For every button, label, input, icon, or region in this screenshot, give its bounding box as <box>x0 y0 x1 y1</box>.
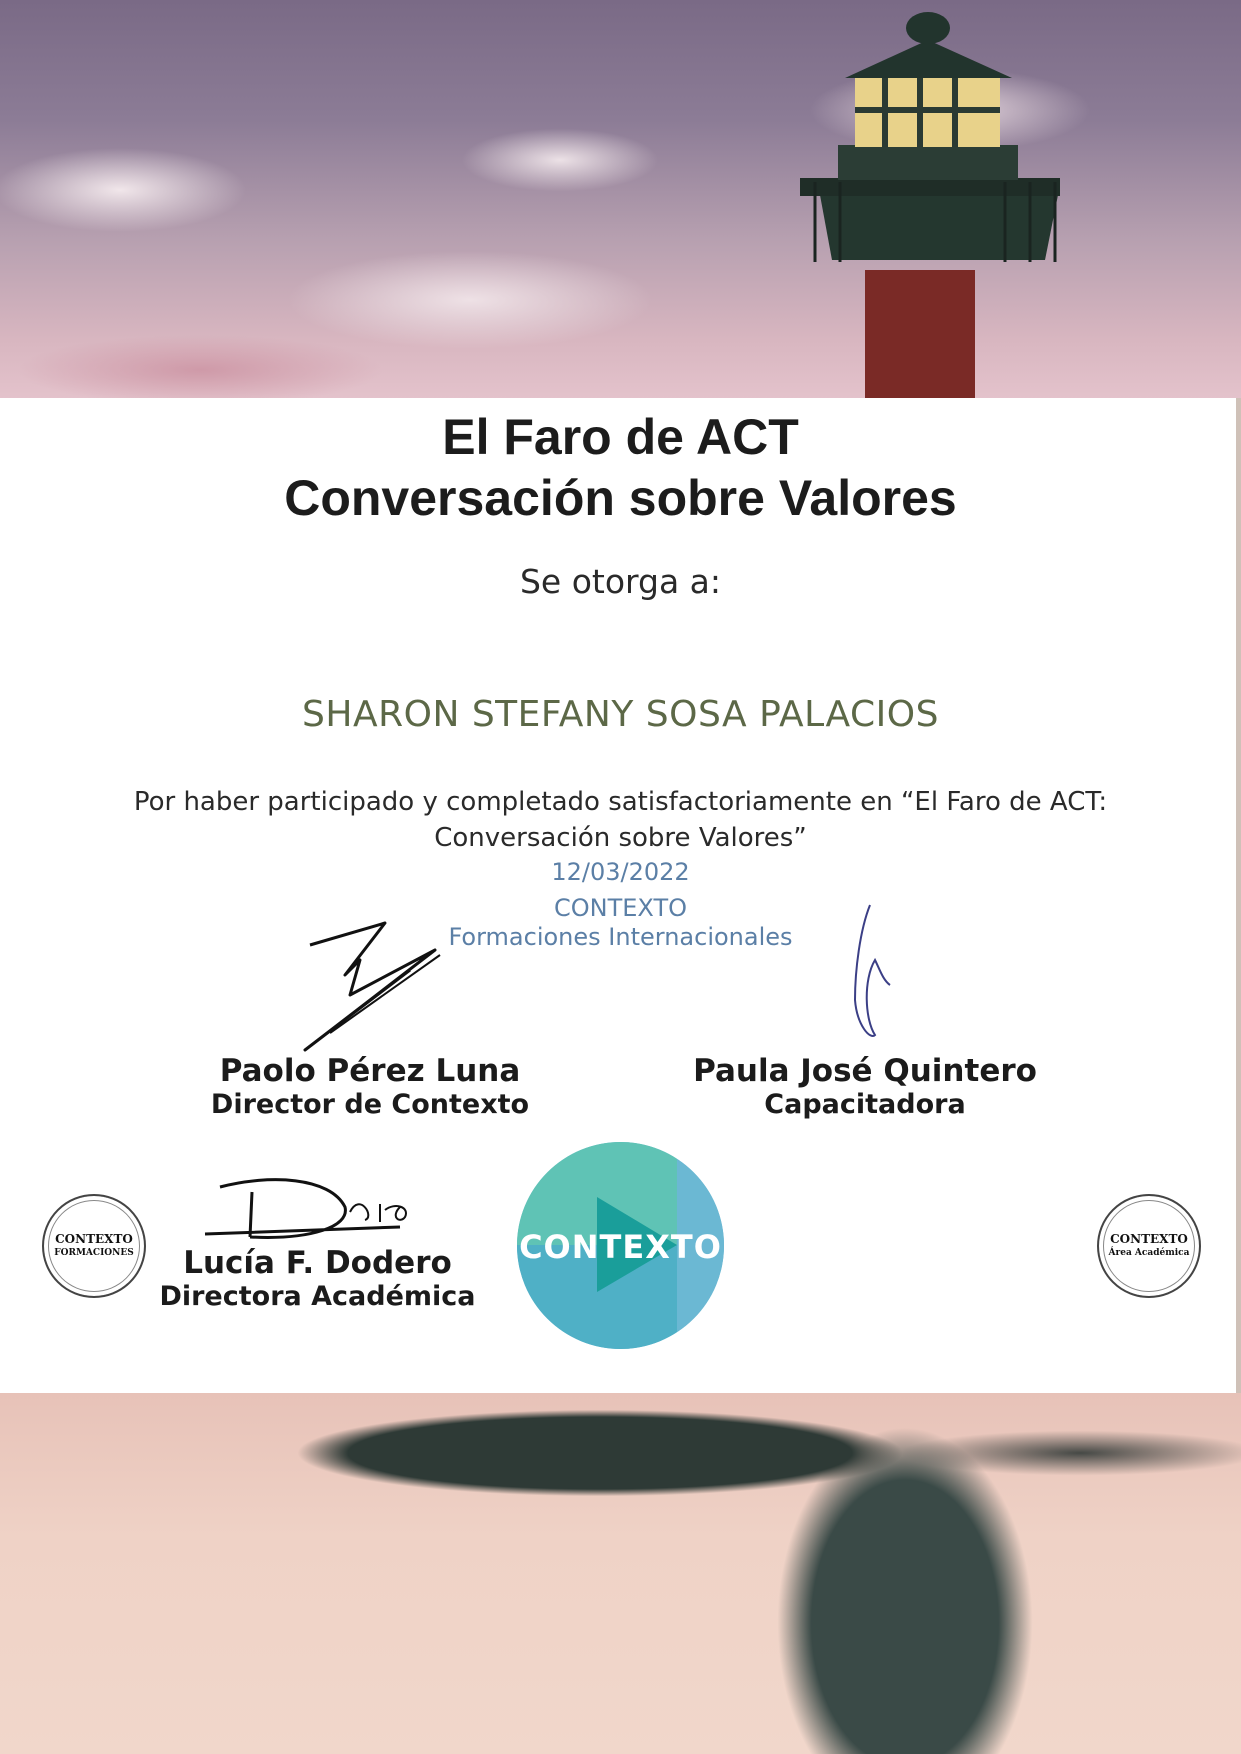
signatory-role-2: Capacitadora <box>764 1089 966 1120</box>
signature-lucia <box>200 1172 430 1247</box>
certificate-title: El Faro de ACT <box>442 409 799 465</box>
contexto-logo <box>517 1142 724 1349</box>
signatory-name-1: Paolo Pérez Luna <box>219 1053 521 1089</box>
organization-name: CONTEXTO <box>554 894 687 922</box>
signatory-name-3: Lucía F. Dodero <box>183 1245 452 1281</box>
reason-line-2: Conversación sobre Valores” <box>434 823 807 853</box>
issue-date: 12/03/2022 <box>551 858 690 886</box>
organization-subtitle: Formaciones Internacionales <box>448 923 793 951</box>
lighthouse-reflection-painting <box>0 1393 1241 1754</box>
signatory-role-3: Directora Académica <box>159 1281 476 1312</box>
granted-to-label: Se otorga a: <box>519 562 722 601</box>
signature-paula <box>835 900 895 1050</box>
signature-paolo <box>290 915 460 1055</box>
recipient-name: SHARON STEFANY SOSA PALACIOS <box>302 694 939 735</box>
certificate-subtitle: Conversación sobre Valores <box>284 470 957 526</box>
logo-text: CONTEXTO <box>519 1228 722 1266</box>
signatory-name-2: Paula José Quintero <box>693 1053 1037 1089</box>
seal-area-academica: CONTEXTO Área Académica <box>1097 1194 1201 1298</box>
seal-formaciones: CONTEXTO FORMACIONES <box>42 1194 146 1298</box>
signatory-role-1: Director de Contexto <box>210 1089 530 1120</box>
reason-text <box>80 784 1161 856</box>
reason-line-1: Por haber participado y completado satisfactoriamente en “El Faro de ACT: <box>133 787 1108 817</box>
lighthouse-illustration <box>0 0 1241 400</box>
